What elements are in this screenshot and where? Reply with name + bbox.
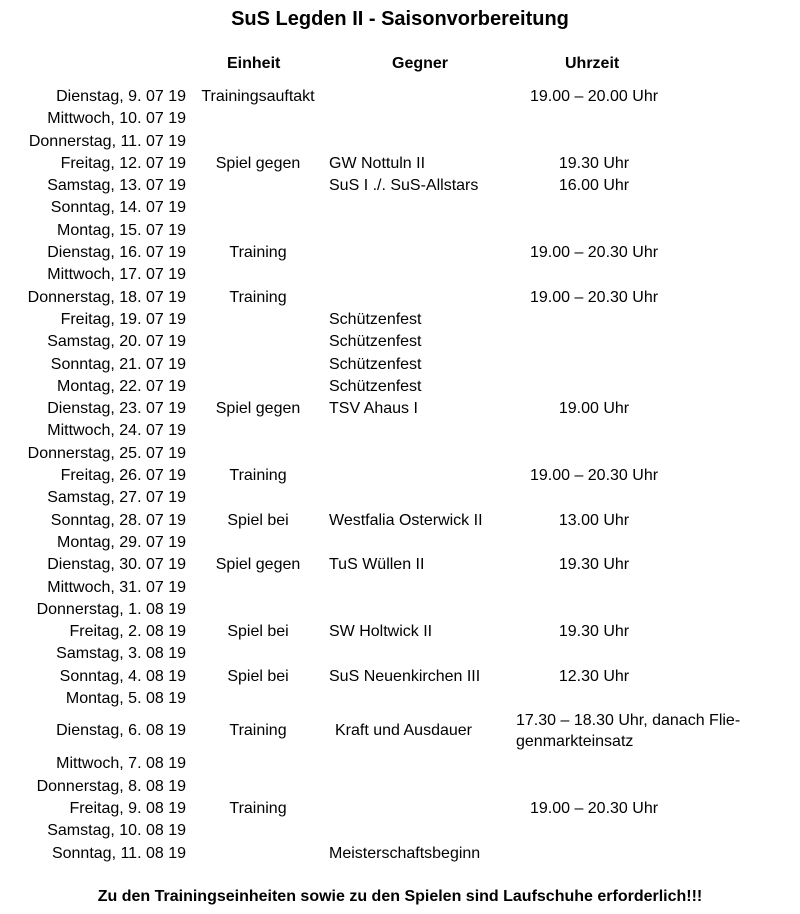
opponent-cell: SuS I ./. SuS-Allstars bbox=[329, 177, 479, 195]
table-row bbox=[0, 776, 800, 798]
time-cell: 19.00 – 20.30 Uhr bbox=[529, 467, 659, 485]
header-unit: Einheit bbox=[227, 55, 281, 72]
header-opponent: Gegner bbox=[392, 55, 449, 72]
time-cell: 16.00 Uhr bbox=[558, 177, 630, 195]
date-cell: Dienstag, 9. 07 19 bbox=[56, 88, 186, 105]
date-cell: Donnerstag, 8. 08 19 bbox=[36, 777, 186, 795]
opponent-cell: GW Nottuln II bbox=[329, 154, 426, 172]
date-cell: Samstag, 20. 07 19 bbox=[47, 333, 186, 351]
date-cell: Freitag, 19. 07 19 bbox=[60, 310, 186, 328]
table-row bbox=[0, 710, 800, 753]
unit-cell: Spiel bei bbox=[227, 511, 289, 529]
opponent-cell: SuS Neuenkirchen III bbox=[329, 667, 481, 685]
header-time: Uhrzeit bbox=[565, 55, 620, 72]
table-row bbox=[0, 510, 800, 532]
table-row bbox=[0, 753, 800, 775]
date-cell: Montag, 22. 07 19 bbox=[57, 377, 186, 395]
time-cell: 19.00 – 20.00 Uhr bbox=[529, 88, 659, 105]
page-title: SuS Legden II - Saisonvorbereitung bbox=[231, 8, 569, 30]
table-row bbox=[0, 487, 800, 509]
unit-cell: Spiel bei bbox=[227, 667, 289, 685]
time-cell: 19.30 Uhr bbox=[558, 154, 630, 172]
table-row bbox=[0, 621, 800, 643]
date-cell: Dienstag, 16. 07 19 bbox=[47, 244, 186, 262]
opponent-cell: Schützenfest bbox=[329, 333, 422, 351]
table-row bbox=[0, 309, 800, 331]
table-row bbox=[0, 220, 800, 242]
unit-cell: Trainingsauftakt bbox=[201, 88, 315, 105]
opponent-cell: Westfalia Osterwick II bbox=[329, 511, 483, 529]
time-cell: 19.30 Uhr bbox=[558, 556, 630, 574]
unit-cell: Spiel gegen bbox=[215, 154, 301, 172]
date-cell: Samstag, 27. 07 19 bbox=[47, 489, 186, 507]
opponent-cell: TuS Wüllen II bbox=[329, 556, 425, 574]
table-row bbox=[0, 443, 800, 465]
date-cell: Donnerstag, 25. 07 19 bbox=[27, 444, 186, 462]
time-cell: 19.30 Uhr bbox=[558, 623, 630, 641]
date-cell: Montag, 5. 08 19 bbox=[65, 690, 186, 708]
table-row bbox=[0, 420, 800, 442]
unit-cell: Training bbox=[229, 722, 287, 740]
opponent-cell: TSV Ahaus I bbox=[329, 400, 418, 418]
table-row bbox=[0, 354, 800, 376]
date-cell: Montag, 15. 07 19 bbox=[57, 221, 186, 239]
date-cell: Dienstag, 6. 08 19 bbox=[56, 722, 186, 740]
time-cell: 19.00 – 20.30 Uhr bbox=[529, 799, 659, 817]
table-row bbox=[0, 577, 800, 599]
date-cell: Montag, 29. 07 19 bbox=[57, 533, 186, 551]
opponent-cell: Schützenfest bbox=[329, 355, 422, 373]
table-row bbox=[0, 86, 800, 108]
table-row bbox=[0, 264, 800, 286]
table-row bbox=[0, 820, 800, 842]
time-cell: 19.00 – 20.30 Uhr bbox=[529, 288, 659, 306]
table-row bbox=[0, 465, 800, 487]
table-row bbox=[0, 599, 800, 621]
date-cell: Sonntag, 4. 08 19 bbox=[59, 667, 186, 685]
unit-cell: Training bbox=[229, 244, 287, 262]
date-cell: Mittwoch, 17. 07 19 bbox=[47, 266, 186, 284]
time-cell: 19.00 – 20.30 Uhr bbox=[529, 244, 659, 262]
table-row bbox=[0, 688, 800, 710]
date-cell: Freitag, 26. 07 19 bbox=[60, 467, 186, 485]
time-cell: 17.30 – 18.30 Uhr, danach Flie-genmarkteinsatz bbox=[516, 712, 741, 751]
table-row bbox=[0, 532, 800, 554]
time-cell: 13.00 Uhr bbox=[558, 511, 630, 529]
opponent-cell: Kraft und Ausdauer bbox=[335, 722, 472, 740]
table-row bbox=[0, 175, 800, 197]
date-cell: Donnerstag, 1. 08 19 bbox=[36, 600, 186, 618]
table-row bbox=[0, 108, 800, 130]
date-cell: Dienstag, 23. 07 19 bbox=[47, 400, 186, 418]
date-cell: Sonntag, 28. 07 19 bbox=[50, 511, 186, 529]
schedule-table bbox=[0, 86, 800, 865]
footer-note: Zu den Trainingseinheiten sowie zu den Spielen sind Laufschuhe erforderlich!!! bbox=[97, 888, 703, 905]
table-row bbox=[0, 153, 800, 175]
date-cell: Mittwoch, 31. 07 19 bbox=[47, 578, 186, 596]
table-row bbox=[0, 798, 800, 820]
opponent-cell: SW Holtwick II bbox=[329, 623, 433, 641]
table-row bbox=[0, 331, 800, 353]
unit-cell: Training bbox=[229, 288, 287, 306]
date-cell: Donnerstag, 11. 07 19 bbox=[28, 132, 186, 150]
date-cell: Samstag, 10. 08 19 bbox=[47, 822, 186, 840]
date-cell: Samstag, 3. 08 19 bbox=[56, 645, 186, 663]
time-cell: 12.30 Uhr bbox=[558, 667, 630, 685]
date-cell: Freitag, 12. 07 19 bbox=[60, 154, 186, 172]
date-cell: Donnerstag, 18. 07 19 bbox=[27, 288, 186, 306]
unit-cell: Training bbox=[229, 799, 287, 817]
table-row bbox=[0, 643, 800, 665]
table-row bbox=[0, 131, 800, 153]
table-row bbox=[0, 197, 800, 219]
table-row bbox=[0, 554, 800, 576]
date-cell: Freitag, 2. 08 19 bbox=[69, 623, 186, 641]
opponent-cell: Schützenfest bbox=[329, 377, 422, 395]
unit-cell: Training bbox=[229, 467, 287, 485]
date-cell: Sonntag, 21. 07 19 bbox=[50, 355, 186, 373]
date-cell: Mittwoch, 10. 07 19 bbox=[47, 110, 186, 128]
table-row bbox=[0, 666, 800, 688]
date-cell: Mittwoch, 24. 07 19 bbox=[47, 422, 186, 440]
table-row bbox=[0, 843, 800, 865]
unit-cell: Spiel bei bbox=[227, 623, 289, 641]
date-cell: Mittwoch, 7. 08 19 bbox=[56, 755, 186, 773]
unit-cell: Spiel gegen bbox=[215, 556, 301, 574]
date-cell: Freitag, 9. 08 19 bbox=[69, 799, 186, 817]
opponent-cell: Meisterschaftsbeginn bbox=[329, 844, 481, 862]
date-cell: Sonntag, 11. 08 19 bbox=[51, 844, 186, 862]
table-row bbox=[0, 398, 800, 420]
time-cell: 19.00 Uhr bbox=[558, 400, 630, 418]
opponent-cell: Schützenfest bbox=[329, 310, 422, 328]
date-cell: Samstag, 13. 07 19 bbox=[47, 177, 186, 195]
table-row bbox=[0, 376, 800, 398]
unit-cell: Spiel gegen bbox=[215, 400, 301, 418]
date-cell: Sonntag, 14. 07 19 bbox=[50, 199, 186, 217]
table-row bbox=[0, 242, 800, 264]
table-row bbox=[0, 287, 800, 309]
date-cell: Dienstag, 30. 07 19 bbox=[47, 556, 186, 574]
